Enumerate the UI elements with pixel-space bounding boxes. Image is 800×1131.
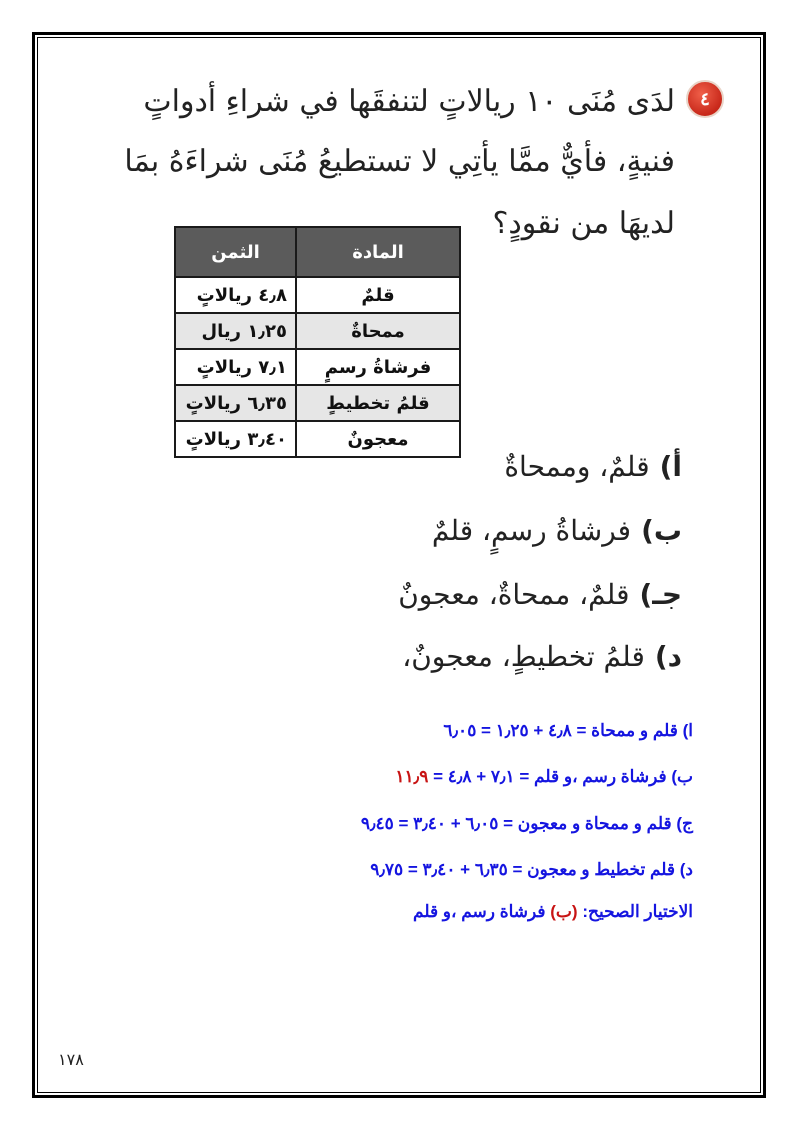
question-number-badge (686, 80, 724, 118)
item-cell: قلمٌ (296, 277, 460, 313)
table-row (175, 421, 460, 457)
question-line-2: فنيةٍ، فأيٌّ ممَّا يأتِي لا تستطيعُ مُنَى شراءَهُ بمَا (124, 144, 675, 179)
page-border-inner (37, 37, 761, 1093)
table-row (175, 385, 460, 421)
correct-answer-text: فرشاة رسم ،و قلم (413, 902, 551, 921)
question-number: ٤ (700, 88, 710, 110)
table-row (175, 349, 460, 385)
solution-d: د) قلم تخطيط و معجون = ٦٫٣٥ + ٣٫٤٠ = ٩٫٧٥ (370, 860, 693, 879)
correct-answer-label: الاختيار الصحيح: (577, 902, 693, 921)
option-letter: جـ) (639, 578, 682, 611)
solution-b-text: ب) فرشاة رسم ،و قلم = ٧٫١ + ٤٫٨ = (428, 767, 693, 786)
item-cell: فرشاةُ رسمٍ (296, 349, 460, 385)
item-cell: ممحاةٌ (296, 313, 460, 349)
option-text: قلمٌ، ممحاةٌ، معجونٌ (398, 578, 630, 611)
price-cell: ٦٫٣٥ ريالاتٍ (175, 385, 296, 421)
table-header-row (175, 227, 460, 277)
question-line-3: لديهَا من نقودٍ؟ (492, 206, 675, 241)
page-number: ١٧٨ (58, 1050, 84, 1069)
question-line-1: لدَى مُنَى ١٠ ريالاتٍ لتنفقَها في شراءِ أدواتٍ (143, 84, 675, 119)
option-text: فرشاةُ رسمٍ، قلمٌ (431, 514, 632, 547)
option-text: قلمٌ، وممحاةٌ (504, 450, 650, 483)
option-letter: د) (654, 640, 682, 673)
item-cell: معجونٌ (296, 421, 460, 457)
header-price: الثمن (175, 227, 296, 277)
price-cell: ٧٫١ ريالاتٍ (175, 349, 296, 385)
correct-answer-choice: (ب) (550, 902, 578, 921)
solution-b (395, 767, 693, 787)
price-cell: ٤٫٨ ريالاتٍ (175, 277, 296, 313)
table-row (175, 277, 460, 313)
option-letter: ب) (641, 514, 682, 547)
solution-b-result: ١١٫٩ (395, 767, 429, 786)
option-d (402, 640, 682, 673)
option-text: قلمُ تخطيطٍ، معجونٌ، (402, 640, 645, 673)
header-item: المادة (296, 227, 460, 277)
solution-a: ا) قلم و ممحاة = ٤٫٨ + ١٫٢٥ = ٦٫٠٥ (443, 721, 693, 740)
solution-c: ج) قلم و ممحاة و معجون = ٦٫٠٥ + ٣٫٤٠ = ٩٫٤٥ (360, 814, 693, 833)
table-row (175, 313, 460, 349)
option-c (398, 578, 682, 611)
option-a (504, 450, 682, 483)
price-table (174, 226, 461, 458)
price-cell: ٣٫٤٠ ريالاتٍ (175, 421, 296, 457)
option-letter: أ) (659, 450, 682, 483)
correct-answer (413, 902, 693, 922)
price-cell: ١٫٢٥ ريال (175, 313, 296, 349)
option-b (432, 514, 682, 547)
item-cell: قلمُ تخطيطٍ (296, 385, 460, 421)
